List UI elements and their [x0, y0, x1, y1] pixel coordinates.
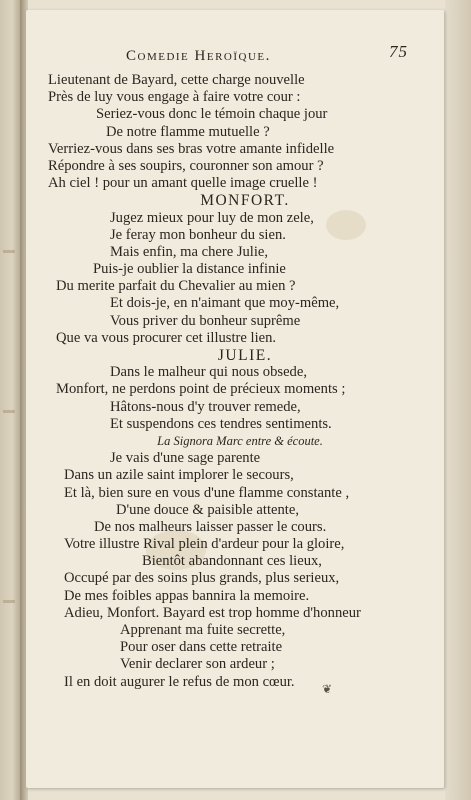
- verse-line: Pour oser dans cette retraite: [120, 639, 283, 656]
- bleed-mark: [3, 250, 15, 253]
- verse-line: Dans un azile saint implorer le secours,: [64, 467, 294, 484]
- verse-line: Verriez-vous dans ses bras votre amante infidelle: [48, 140, 335, 157]
- verse-line: Votre illustre Rival plein d'ardeur pour la gloire,: [64, 536, 345, 553]
- verse-line: Et suspendons ces tendres sentiments.: [110, 415, 332, 432]
- verse-line: Je vais d'une sage parente: [110, 450, 261, 467]
- text-block: [26, 72, 444, 691]
- verse-line: Bientôt abandonnant ces lieux,: [142, 553, 322, 570]
- verse-line: Vous priver du bonheur suprême: [110, 312, 301, 329]
- verse-line: Puis-je oublier la distance infinie: [93, 261, 286, 278]
- page-fold-edge: [445, 0, 471, 800]
- verse-line: Mais enfin, ma chere Julie,: [110, 243, 269, 260]
- verse-line: Du merite parfait du Chevalier au mien ?: [56, 278, 296, 295]
- verse-line: Apprenant ma fuite secrette,: [120, 622, 286, 638]
- bleed-mark: [3, 600, 15, 603]
- verse-line: Seriez-vous donc le témoin chaque jour: [96, 106, 328, 123]
- verse-line: De nos malheurs laisser passer le cours.: [94, 518, 327, 535]
- verse-line: De notre flamme mutuelle ?: [106, 123, 270, 140]
- verse-line: Monfort, ne perdons point de précieux moments ;: [56, 381, 346, 398]
- bleed-mark: [3, 410, 15, 413]
- speaker-heading: MONFORT.: [200, 192, 290, 210]
- verse-line: Et là, bien sure en vous d'une flamme constante ,: [64, 484, 350, 501]
- running-title: Comedie Heroïque.: [126, 48, 271, 64]
- book-page: [26, 10, 444, 788]
- verse-line: Je feray mon bonheur du sien.: [110, 226, 286, 243]
- verse-line: Venir declarer son ardeur ;: [120, 656, 275, 673]
- verse-line: Répondre à ses soupirs, couronner son amour ?: [48, 157, 324, 174]
- verse-line: De mes foibles appas bannira la memoire.: [64, 587, 310, 604]
- verse-line: Lieutenant de Bayard, cette charge nouvelle: [48, 72, 305, 88]
- page-number: 75: [389, 42, 408, 61]
- verse-line: Dans le malheur qui nous obsede,: [110, 364, 307, 381]
- verse-line: Jugez mieux pour luy de mon zele,: [110, 209, 314, 226]
- verse-line: Que va vous procurer cet illustre lien.: [56, 329, 277, 346]
- verse-line: Et dois-je, en n'aimant que moy-même,: [110, 295, 340, 312]
- speaker-heading: JULIE.: [217, 347, 273, 364]
- verse-line: Ah ciel ! pour un amant quelle image cruelle !: [48, 175, 318, 192]
- verse-line: Il en doit augurer le refus de mon cœur.: [64, 673, 295, 690]
- verse-line: D'une douce & paisible attente,: [116, 501, 299, 518]
- stage-direction: La Signora Marc entre & écoute.: [157, 433, 323, 448]
- previous-page-edge: [0, 0, 20, 800]
- verse-line: Adieu, Monfort. Bayard est trop homme d'honneur: [64, 604, 361, 621]
- verse-line: Près de luy vous engage à faire votre cour :: [48, 89, 301, 106]
- ornament-mark: ❦: [322, 682, 333, 696]
- verse-line: Occupé par des soins plus grands, plus serieux,: [64, 570, 340, 587]
- verse-line: Hâtons-nous d'y trouver remede,: [110, 398, 301, 415]
